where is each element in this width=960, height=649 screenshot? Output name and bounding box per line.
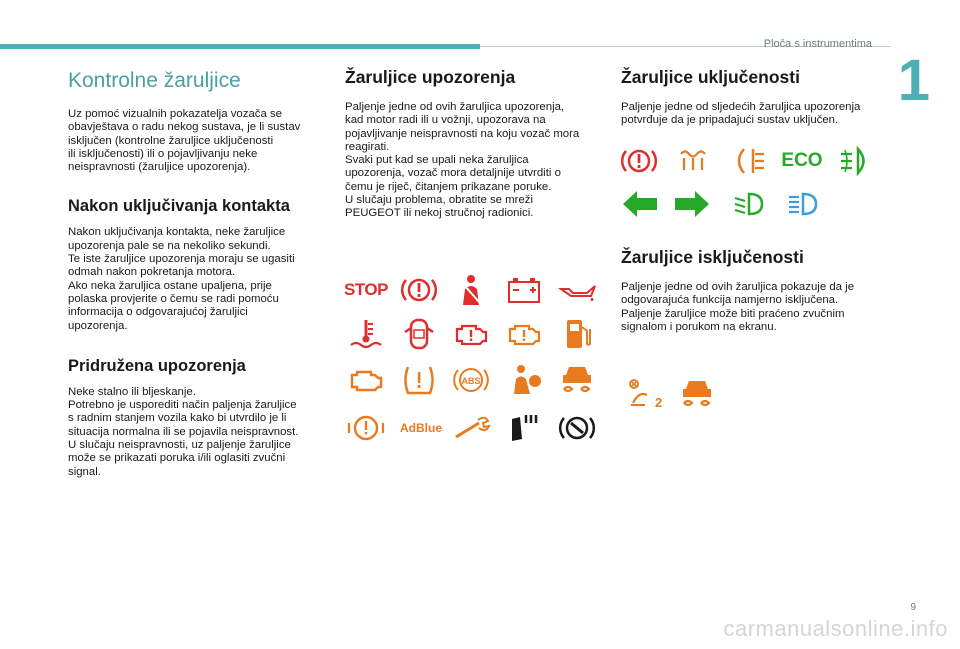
tyre-pressure-icon	[398, 362, 440, 398]
column-warning-lamps	[345, 60, 597, 221]
warning-lamps-heading: Žaruljice upozorenja	[345, 67, 516, 87]
brake-pedal-icon	[503, 410, 545, 446]
section-heading-associated-warnings: Pridružena upozorenja	[68, 356, 246, 375]
abs-icon	[450, 362, 492, 398]
off-lamps-heading: Žaruljice isključenosti	[621, 247, 804, 267]
chapter-title: Ploča s instrumentima	[763, 38, 872, 50]
airbag-off-icon	[624, 376, 666, 412]
stability-control-icon	[556, 362, 598, 398]
front-fog-icon	[834, 143, 876, 179]
associated-warnings-paragraph: Neke stalno ili bljeskanje. Potrebno je usporediti način paljenja žaruljice s radnim stanjem vozila kako bi utvrdilo je li situacija normalna ili se pojavila neispravnost. U slučaju neispravnosti, uz paljenje žaruljice može se prikazati poruka i/ili oglasiti zvučni signal.	[68, 385, 299, 478]
stop-icon: STOP	[344, 280, 388, 299]
column-indicator-lamps	[621, 60, 881, 128]
seatbelt-icon	[450, 272, 492, 308]
rear-fog-icon	[728, 143, 770, 179]
off-lamps-paragraph: Paljenje jedne od ovih žaruljica pokazuje da je odgovarajuća funkcija namjerno isključena. Paljenje žaruljice može biti praćeno zvučnim signalom i porukom na ekranu.	[621, 281, 855, 333]
power-steering-icon	[345, 410, 387, 446]
after-ignition-paragraph: Nakon uključivanja kontakta, neke žaruljice upozorenja pale se na nekoliko sekundi. Te iste žaruljice upozorenja moraju se ugasiti odmah nakon pokretanja motora. Ako neka žaruljica ostane upaljena, prije polaska provjerite o čemu se radi pomoću informacija o odgovarajućoj žaruljici upozorenja.	[68, 226, 295, 332]
section-heading-after-ignition: Nakon uključivanja kontakta	[68, 197, 290, 216]
service-wrench-icon	[450, 410, 492, 446]
coolant-temperature-icon	[345, 316, 387, 352]
engine-fault-icon	[503, 316, 545, 352]
fuel-icon	[556, 316, 598, 352]
turn-left-icon	[618, 186, 662, 222]
battery-icon	[503, 272, 545, 308]
turn-right-icon	[670, 186, 714, 222]
main-beam-icon	[782, 186, 824, 222]
airbag-icon	[503, 362, 545, 398]
adblue-icon: AdBlue	[400, 421, 442, 435]
page-number: 9	[910, 602, 916, 613]
parking-brake-on-icon	[618, 143, 660, 179]
warning-lamps-paragraph: Paljenje jedne od ovih žaruljica upozorenja, kad motor radi ili u vožnji, upozorava na pojavljivanje neispravnosti na koju vozač mora reagirati. Svaki put kad se upali neka žaruljica upozorenja, vozač mora detaljnije utvrditi o čemu je riječ, čitanjem prikazane poruke. U slučaju problema, obratite se mreži PEUGEOT ili nekoj stručnoj radionici.	[345, 101, 580, 220]
parking-brake-icon	[556, 410, 598, 446]
on-lamps-paragraph: Paljenje jedne od sljedećih žaruljica upozorenja potvrđuje da je pripadajući sustav uključen.	[621, 101, 861, 127]
oil-pressure-icon	[556, 272, 598, 308]
on-lamps-heading: Žaruljice uključenosti	[621, 67, 800, 87]
svg-text:ABS: ABS	[461, 376, 481, 386]
eco-icon: ECO	[781, 150, 823, 171]
column-off-lamps	[621, 240, 881, 334]
preheating-icon	[672, 143, 714, 179]
column-intro	[68, 60, 320, 479]
header-accent-bar	[0, 44, 480, 49]
brake-icon	[398, 272, 440, 308]
engine-warning-icon	[450, 316, 492, 352]
dipped-beam-icon	[728, 186, 770, 222]
stability-off-icon	[676, 376, 718, 412]
engine-check-icon	[345, 362, 387, 398]
intro-paragraph: Uz pomoć vizualnih pokazatelja vozača se obavještava o radu nekog sustava, je li sustav isključen (kontrolne žaruljice uključenosti ili isključenosti) ili o pojavljivanju neke neispravnosti (žaruljice upozorenja).	[68, 108, 301, 174]
chapter-number: 1	[897, 48, 930, 113]
watermark: carmanualsonline.info	[723, 616, 948, 641]
door-open-icon	[398, 316, 440, 352]
page-title: Kontrolne žaruljice	[68, 69, 241, 92]
svg-text:2: 2	[655, 395, 663, 410]
